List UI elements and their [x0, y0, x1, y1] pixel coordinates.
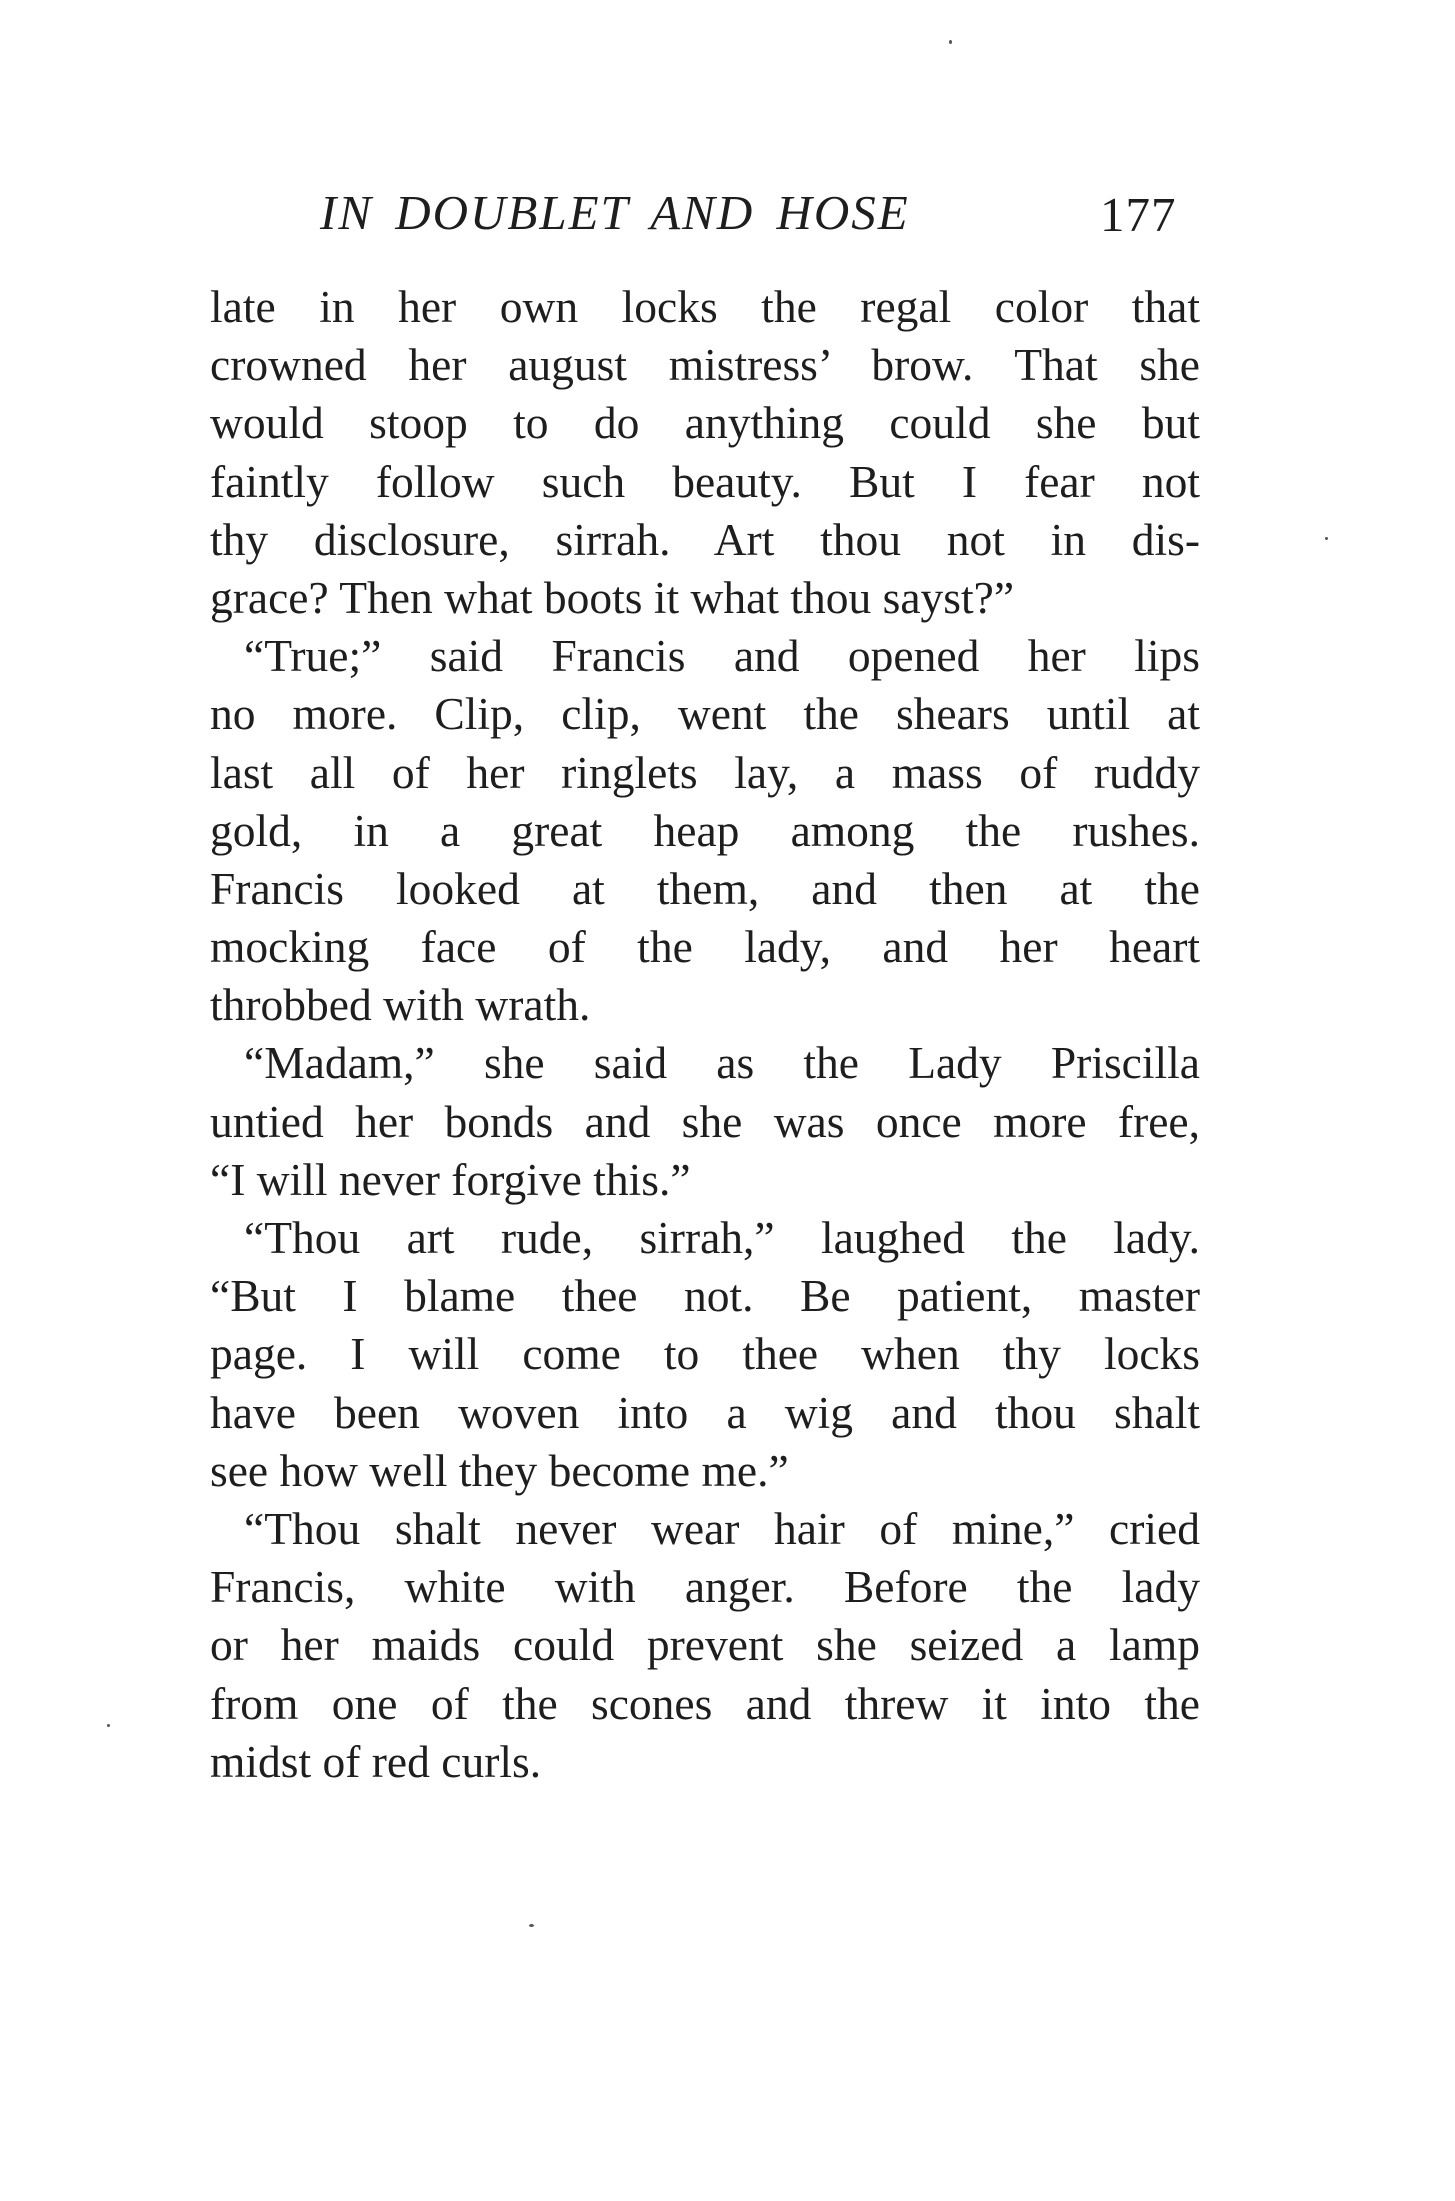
- text-line: have been woven into a wig and thou shalt: [210, 1386, 1200, 1438]
- text-line: would stoop to do anything could she but: [210, 397, 1200, 449]
- text-line: grace? Then what boots it what thou sayst?”: [210, 571, 1015, 623]
- text-line: “Thou shalt never wear hair of mine,” cried: [244, 1502, 1200, 1554]
- ink-speck: [529, 1924, 534, 1927]
- text-line: no more. Clip, clip, went the shears until at: [210, 688, 1200, 740]
- ink-speck: [1325, 537, 1328, 540]
- text-line: gold, in a great heap among the rushes.: [210, 804, 1200, 856]
- text-line: Francis, white with anger. Before the lady: [210, 1561, 1200, 1613]
- text-line: last all of her ringlets lay, a mass of ruddy: [210, 746, 1200, 798]
- text-line: untied her bonds and she was once more free,: [210, 1095, 1200, 1147]
- body-text: [210, 278, 1200, 1791]
- text-line: or her maids could prevent she seized a lamp: [210, 1619, 1200, 1671]
- text-line: “Thou art rude, sirrah,” laughed the lady.: [244, 1212, 1200, 1263]
- text-line: faintly follow such beauty. But I fear not: [210, 455, 1200, 507]
- text-line: “I will never forgive this.”: [210, 1153, 691, 1205]
- ink-speck: [107, 1724, 110, 1727]
- running-title: IN DOUBLET AND HOSE: [320, 185, 910, 240]
- page-number: 177: [1100, 187, 1177, 242]
- text-line: throbbed with wrath.: [210, 979, 591, 1031]
- text-line: crowned her august mistress’ brow. That she: [210, 339, 1200, 391]
- text-line: midst of red curls.: [210, 1735, 542, 1787]
- text-line: from one of the scones and threw it into the: [210, 1677, 1200, 1729]
- text-line: “True;” said Francis and opened her lips: [244, 630, 1200, 682]
- ink-speck: [949, 40, 952, 44]
- text-line: mocking face of the lady, and her heart: [210, 921, 1200, 973]
- text-line: Francis looked at them, and then at the: [210, 862, 1200, 914]
- text-line: see how well they become me.”: [210, 1444, 789, 1496]
- text-line: “Madam,” she said as the Lady Priscilla: [244, 1037, 1200, 1089]
- text-line: page. I will come to thee when thy locks: [210, 1328, 1200, 1380]
- text-line: thy disclosure, sirrah. Art thou not in dis-: [210, 513, 1200, 565]
- text-line: “But I blame thee not. Be patient, master: [210, 1270, 1200, 1322]
- running-head: [210, 178, 1200, 248]
- text-line: late in her own locks the regal color that: [210, 281, 1200, 332]
